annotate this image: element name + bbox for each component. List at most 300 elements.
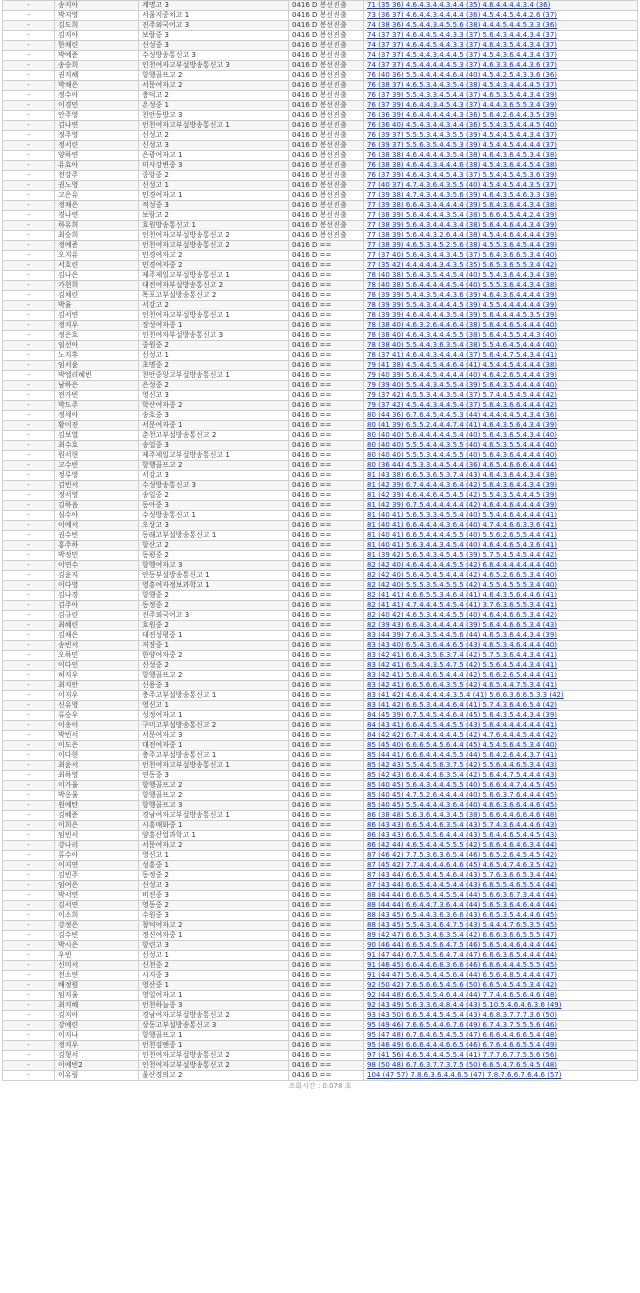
score-detail-link[interactable]: 83 (41 42) 4.6.4.4.4.4.4.3.5.4 (41) 5.6.6.3.6.6.5.3.3 (42)	[367, 691, 564, 699]
table-row	[3, 371, 638, 381]
rank-cell: -	[3, 751, 55, 761]
round-status: 0416 D ==	[289, 1031, 364, 1041]
table-row	[3, 241, 638, 251]
score-detail-link[interactable]: 76 (38 37) 4.6.5.3.4.4.3.5.4 (38) 4.5.4.3.4.4.4.4.5 (37)	[367, 81, 558, 89]
score-detail-link[interactable]: 90 (46 44) 6.6.5.4.5.6.4.7.5 (46) 5.6.5.4.4.6.4.4.4 (44)	[367, 941, 558, 949]
score-detail-link[interactable]: 83 (43 40) 6.5.4.3.6.4.4.6.5 (43) 4.6.5.3.4.6.4.4.4 (40)	[367, 641, 558, 649]
player-name: 심수아	[55, 511, 139, 521]
score-detail-link[interactable]: 81 (40 41) 6.6.4.4.4.4.3.6.4 (40) 4.7.4.4.6.6.3.3.6 (41)	[367, 521, 558, 529]
table-row	[3, 51, 638, 61]
school-name: 항행골프고 3	[139, 801, 289, 811]
player-name: 최지안	[55, 681, 139, 691]
score-detail-link[interactable]: 92 (50 42) 7.6.5.6.6.5.4.5.6 (50) 6.6.5.4.5.4.5.3.4 (42)	[367, 981, 558, 989]
rank-cell: -	[3, 1071, 55, 1081]
round-status: 0416 D ==	[289, 571, 364, 581]
score-detail-link[interactable]: 77 (39 38) 6.6.4.3.4.4.4.4.4 (39) 5.6.4.3.6.4.4.3.4 (38)	[367, 201, 558, 209]
score-detail-link[interactable]: 88 (43 45) 5.5.4.3.4.6.4.7.5 (43) 5.4.4.4.7.6.5.3.5 (45)	[367, 921, 558, 929]
player-name: 가현희	[55, 281, 139, 291]
score-detail-link[interactable]: 77 (38 39) 5.6.4.3.4.4.4.3.4 (38) 5.6.4.4.6.4.4.3.4 (39)	[367, 221, 558, 229]
score-detail-link[interactable]: 77 (39 38) 4.7.4.3.4.4.3.5.6 (39) 4.6.4.3.5.4.6.3.3 (38)	[367, 191, 558, 199]
score-detail-link[interactable]: 91 (44 47) 5.6.4.5.4.4.5.6.4 (44) 6.5.6.4.8.5.4.4.4 (47)	[367, 971, 558, 979]
score-detail-link[interactable]: 80 (36 44) 4.5.3.3.4.4.5.4.4 (36) 4.6.5.4.6.6.6.4.4 (44)	[367, 461, 558, 469]
rank-cell: -	[3, 921, 55, 931]
table-row	[3, 111, 638, 121]
round-status: 0416 D ==	[289, 401, 364, 411]
rank-cell: -	[3, 201, 55, 211]
score-detail-link[interactable]: 82 (40 42) 4.6.5.3.4.4.4.5.5 (40) 4.6.4.4.6.6.5.3.4 (42)	[367, 611, 558, 619]
round-status: 0416 D ==	[289, 1001, 364, 1011]
school-name: 동래고부설방송통신고 1	[139, 531, 289, 541]
round-status: 0416 D ==	[289, 271, 364, 281]
score-detail-link[interactable]: 85 (45 40) 6.6.6.5.4.5.6.4.4 (45) 4.5.4.5.6.4.5.3.4 (40)	[367, 741, 558, 749]
score-detail-link[interactable]: 81 (42 39) 6.7.4.4.4.4.3.6.4 (42) 5.6.4.3.6.4.4.3.4 (39)	[367, 481, 558, 489]
round-status: 0416 D ==	[289, 481, 364, 491]
score-detail-link[interactable]: 88 (44 44) 6.6.4.4.7.3.6.4.4 (44) 5.6.5.3.6.4.6.4.4 (44)	[367, 901, 558, 909]
score-detail-link[interactable]: 74 (37 37) 4.5.4.4.3.4.4.4.5 (37) 4.5.4.3.6.4.4.3.4 (37)	[367, 51, 558, 59]
round-status: 0416 D ==	[289, 251, 364, 261]
score-detail-link[interactable]: 74 (37 37) 4.5.4.4.4.4.4.5.3 (37) 4.6.3.3.6.4.4.3.6 (37)	[367, 61, 558, 69]
score-cell	[364, 321, 638, 331]
table-row	[3, 21, 638, 31]
score-detail-link[interactable]: 89 (42 47) 6.6.5.3.4.6.3.5.4 (42) 6.6.6.3.6.6.5.5.5 (47)	[367, 931, 558, 939]
player-name: 김하음	[55, 501, 139, 511]
score-cell	[364, 171, 638, 181]
round-status: 0416 D ==	[289, 741, 364, 751]
score-detail-link[interactable]: 86 (38 48) 5.6.3.6.4.4.3.4.5 (38) 5.6.6.4.4.6.6.4.6 (48)	[367, 811, 558, 819]
score-cell	[364, 231, 638, 241]
score-detail-link[interactable]: 83 (42 41) 6.6.5.6.6.4.3.5.5 (42) 4.6.5.4.4.7.5.3.4 (41)	[367, 681, 558, 689]
round-status: 0416 D 봉선진출	[289, 61, 364, 71]
player-name: 원예탄	[55, 801, 139, 811]
score-detail-link[interactable]: 85 (40 45) 5.6.4.3.4.4.4.5.5 (40) 5.6.6.4.4.7.4.4.5 (45)	[367, 781, 558, 789]
player-name: 고은유	[55, 191, 139, 201]
score-detail-link[interactable]: 77 (37 40) 5.6.4.3.4.4.3.4.5 (37) 5.6.4.3.6.6.5.3.4 (40)	[367, 251, 558, 259]
score-cell	[364, 41, 638, 51]
score-detail-link[interactable]: 74 (37 37) 4.6.4.4.5.4.4.3.3 (37) 4.6.4.3.5.4.4.3.4 (37)	[367, 41, 558, 49]
score-detail-link[interactable]: 82 (39 43) 6.6.4.3.4.4.4.4.4 (39) 5.6.4.4.6.6.5.3.4 (43)	[367, 621, 558, 629]
school-name: 항행골프고 2	[139, 671, 289, 681]
rank-cell: -	[3, 321, 55, 331]
score-detail-link[interactable]: 78 (38 40) 4.6.4.3.4.4.4.5.5 (38) 5.6.4.4.5.5.4.4.3 (40)	[367, 331, 558, 339]
school-name: 미사강변중 3	[139, 161, 289, 171]
score-cell	[364, 61, 638, 71]
score-detail-link[interactable]: 82 (42 40) 4.6.4.4.4.4.4.5.5 (42) 6.6.4.4.4.4.4.4.4 (40)	[367, 561, 558, 569]
school-name: 영동중 2	[139, 901, 289, 911]
rank-cell: -	[3, 391, 55, 401]
score-detail-link[interactable]: 76 (37 39) 5.5.4.3.3.4.5.4.4 (37) 4.6.5.3.5.4.4.3.4 (39)	[367, 91, 558, 99]
score-detail-link[interactable]: 81 (40 41) 5.6.3.4.4.3.4.5.4 (40) 4.6.4.4.6.5.4.3.6 (41)	[367, 541, 558, 549]
score-detail-link[interactable]: 81 (40 41) 6.6.5.4.4.4.4.5.5 (40) 5.5.6.2.6.5.5.4.4 (41)	[367, 531, 558, 539]
school-name: 성흥중 1	[139, 861, 289, 871]
school-name: 보람고 2	[139, 211, 289, 221]
score-detail-link[interactable]: 83 (42 41) 6.5.4.4.3.5.4.7.5 (42) 5.5.6.4.5.4.4.3.4 (41)	[367, 661, 558, 669]
rank-cell: -	[3, 41, 55, 51]
score-detail-link[interactable]: 91 (47 44) 6.7.5.4.5.6.4.7.4 (47) 6.6.6.3.6.5.4.4.4 (44)	[367, 951, 558, 959]
score-detail-link[interactable]: 81 (39 42) 5.6.5.4.3.4.5.4.5 (39) 5.7.5.4.5.4.5.4.4 (42)	[367, 551, 558, 559]
round-status: 0416 D ==	[289, 381, 364, 391]
school-name: 항행골프고 2	[139, 791, 289, 801]
round-status: 0416 D ==	[289, 431, 364, 441]
round-status: 0416 D 봉선진출	[289, 91, 364, 101]
school-name: 목포고부설방송통신고 2	[139, 291, 289, 301]
school-name: 성정여자고 1	[139, 711, 289, 721]
round-status: 0416 D ==	[289, 981, 364, 991]
player-name: 오지유	[55, 251, 139, 261]
score-detail-link[interactable]: 78 (39 39) 4.6.4.4.4.4.3.5.4 (39) 5.6.4.4.4.4.5.3.5 (39)	[367, 311, 558, 319]
school-name: 울산경의고 2	[139, 1071, 289, 1081]
school-name: 천안동방고 3	[139, 111, 289, 121]
score-cell	[364, 181, 638, 191]
score-detail-link[interactable]: 85 (40 45) 4.7.5.2.6.4.4.4.4 (40) 5.6.6.3.7.6.4.4.4 (45)	[367, 791, 558, 799]
results-table	[2, 0, 638, 1081]
player-name: 이예빈2	[55, 1061, 139, 1071]
score-detail-link[interactable]: 84 (45 39) 6.7.5.4.5.4.4.6.4 (45) 5.6.4.3.5.4.4.3.4 (39)	[367, 711, 558, 719]
score-cell	[364, 741, 638, 751]
player-name: 김채린	[55, 291, 139, 301]
round-status: 0416 D 봉선진출	[289, 121, 364, 131]
player-name: 정서영	[55, 491, 139, 501]
player-name: 정주영	[55, 131, 139, 141]
table-row	[3, 491, 638, 501]
score-cell	[364, 791, 638, 801]
rank-cell: -	[3, 991, 55, 1001]
score-detail-link[interactable]: 87 (43 44) 6.6.5.4.4.5.4.6.4 (43) 5.7.6.3.6.6.5.3.4 (44)	[367, 871, 558, 879]
rank-cell: -	[3, 541, 55, 551]
table-row	[3, 711, 638, 721]
table-row	[3, 581, 638, 591]
school-name: 민경여자고 1	[139, 191, 289, 201]
rank-cell: -	[3, 1, 55, 11]
rank-cell: -	[3, 1041, 55, 1051]
score-detail-link[interactable]: 87 (45 42) 7.7.4.4.4.4.6.4.6 (45) 4.6.5.4.7.4.6.3.5 (42)	[367, 861, 558, 869]
player-name: 최하영	[55, 771, 139, 781]
score-detail-link[interactable]: 98 (50 48) 6.7.6.3.7.7.3.7.5 (50) 6.6.5.4.7.6.5.4.5 (48)	[367, 1061, 558, 1069]
score-detail-link[interactable]: 85 (40 45) 5.5.4.4.4.4.3.6.4 (40) 4.6.6.3.6.6.4.4.6 (45)	[367, 801, 558, 809]
score-cell	[364, 421, 638, 431]
score-cell	[364, 921, 638, 931]
round-status: 0416 D ==	[289, 871, 364, 881]
score-cell	[364, 1061, 638, 1071]
score-detail-link[interactable]: 77 (38 39) 5.6.4.4.4.4.3.5.4 (38) 5.6.6.4.5.4.4.2.4 (39)	[367, 211, 558, 219]
rank-cell: -	[3, 451, 55, 461]
table-row	[3, 961, 638, 971]
score-detail-link[interactable]: 87 (46 42) 7.7.5.3.6.3.6.5.4 (46) 5.6.5.2.6.4.5.4.5 (42)	[367, 851, 558, 859]
score-detail-link[interactable]: 83 (42 41) 6.6.4.3.5.6.3.7.4 (42) 5.7.5.3.6.4.4.3.4 (41)	[367, 651, 558, 659]
score-detail-link[interactable]: 73 (36 37) 4.6.4.4.3.4.4.4.4 (36) 4.5.4.4.5.4.4.2.6 (37)	[367, 11, 558, 19]
table-row	[3, 571, 638, 581]
score-detail-link[interactable]: 95 (46 49) 6.6.6.4.4.4.6.6.5 (46) 6.7.6.4.6.6.5.5.4 (49)	[367, 1041, 558, 1049]
school-name: 동정중 2	[139, 601, 289, 611]
score-cell	[364, 831, 638, 841]
score-detail-link[interactable]: 97 (41 56) 4.6.5.4.4.4.5.5.4 (41) 7.7.7.6.7.7.5.5.6 (56)	[367, 1051, 558, 1059]
rank-cell: -	[3, 911, 55, 921]
table-row	[3, 331, 638, 341]
score-detail-link[interactable]: 82 (42 40) 5.6.4.5.4.5.4.4.4 (42) 4.6.5.2.6.6.5.3.4 (40)	[367, 571, 558, 579]
school-name: 영일여자고 1	[139, 991, 289, 1001]
score-detail-link[interactable]: 76 (37 39) 4.6.4.4.3.4.5.4.3 (37) 4.4.4.3.6.5.5.3.4 (39)	[367, 101, 558, 109]
score-detail-link[interactable]: 81 (42 39) 4.6.4.4.6.4.5.4.5 (42) 5.5.4.3.5.4.4.4.5 (39)	[367, 491, 558, 499]
player-name: 정예준	[55, 241, 139, 251]
school-name: 서문여자고 2	[139, 81, 289, 91]
score-detail-link[interactable]: 77 (40 37) 4.7.4.3.6.4.3.5.5 (40) 4.5.4.4.5.4.4.3.5 (37)	[367, 181, 558, 189]
score-cell	[364, 261, 638, 271]
round-status: 0416 D 봉선진출	[289, 191, 364, 201]
round-status: 0416 D 봉선진출	[289, 221, 364, 231]
player-name: 김지아	[55, 1011, 139, 1021]
table-row	[3, 821, 638, 831]
player-name: 황이진	[55, 421, 139, 431]
player-name: 허지우	[55, 671, 139, 681]
round-status: 0416 D ==	[289, 791, 364, 801]
score-detail-link[interactable]: 78 (39 39) 5.5.4.3.4.4.4.4.5 (39) 4.5.5.4.4.4.4.4.4 (39)	[367, 301, 558, 309]
score-detail-link[interactable]: 80 (41 39) 6.5.5.2.4.4.4.7.4 (41) 4.6.4.3.5.6.4.3.4 (39)	[367, 421, 558, 429]
score-detail-link[interactable]: 91 (46 45) 6.6.4.4.6.6.3.6.6 (46) 6.6.6.4.4.4.5.5.5 (45)	[367, 961, 558, 969]
score-detail-link[interactable]: 80 (40 40) 5.5.5.3.4.4.4.5.5 (40) 5.6.4.3.6.4.4.4.4 (40)	[367, 451, 558, 459]
table-row	[3, 411, 638, 421]
rank-cell: -	[3, 1021, 55, 1031]
school-name: 인천여자고부설방송통신고 2	[139, 1051, 289, 1061]
round-status: 0416 D ==	[289, 581, 364, 591]
rank-cell: -	[3, 431, 55, 441]
school-name: 항린고 3	[139, 941, 289, 951]
score-detail-link[interactable]: 83 (41 42) 6.6.5.3.4.4.4.6.4 (41) 5.7.4.3.6.4.6.5.4 (42)	[367, 701, 558, 709]
score-detail-link[interactable]: 71 (35 36) 4.6.4.3.4.4.3.4.4 (35) 4.6.4.4.4.4.3.4 (36)	[367, 1, 551, 9]
rank-cell: -	[3, 1001, 55, 1011]
score-detail-link[interactable]: 74 (37 37) 4.6.4.4.5.4.4.3.3 (37) 5.6.4.3.4.4.4.3.4 (37)	[367, 31, 558, 39]
score-cell	[364, 701, 638, 711]
score-detail-link[interactable]: 77 (38 39) 5.6.4.4.3.2.6.4.4 (38) 4.5.4.4.6.4.4.4.4 (39)	[367, 231, 558, 239]
round-status: 0416 D ==	[289, 961, 364, 971]
score-detail-link[interactable]: 76 (38 38) 4.6.4.4.3.4.4.4.6 (38) 4.5.4.3.6.4.4.5.4 (38)	[367, 161, 558, 169]
rank-cell: -	[3, 441, 55, 451]
rank-cell: -	[3, 711, 55, 721]
school-name: 신성중 2	[139, 661, 289, 671]
score-cell	[364, 281, 638, 291]
score-detail-link[interactable]: 93 (43 50) 6.6.5.4.4.5.4.5.4 (43) 4.6.8.3.7.7.7.3.6 (50)	[367, 1011, 558, 1019]
rank-cell: -	[3, 141, 55, 151]
player-name: 김채은	[55, 631, 139, 641]
player-name: 김서연	[55, 311, 139, 321]
score-detail-link[interactable]: 104 (47 57) 7.8.6.3.6.4.4.6.5 (47) 7.8.7.6.6.7.6.4.6 (57)	[367, 1071, 562, 1079]
score-detail-link[interactable]: 83 (42 41) 5.6.4.4.6.5.4.4.4 (42) 5.6.6.2.6.5.4.4.4 (41)	[367, 671, 558, 679]
score-detail-link[interactable]: 92 (44 48) 6.6.5.4.5.4.6.4.4 (44) 7.7.4.4.6.5.6.4.6 (48)	[367, 991, 558, 999]
score-detail-link[interactable]: 78 (39 39) 5.4.4.3.5.4.4.3.6 (39) 4.6.4.3.6.4.4.4.4 (39)	[367, 291, 558, 299]
score-detail-link[interactable]: 78 (40 38) 5.6.4.3.5.4.4.5.4 (40) 5.5.4.3.6.4.4.3.4 (38)	[367, 271, 558, 279]
rank-cell: -	[3, 1031, 55, 1041]
score-detail-link[interactable]: 82 (42 40) 5.5.5.3.5.4.5.5.5 (42) 4.5.5.4.5.5.5.3.4 (40)	[367, 581, 558, 589]
score-detail-link[interactable]: 85 (42 43) 6.6.4.4.4.6.3.5.4 (42) 5.6.4.4.7.5.4.4.4 (43)	[367, 771, 558, 779]
score-detail-link[interactable]: 95 (49 46) 7.6.6.5.4.4.6.7.6 (49) 6.7.4.3.7.5.5.5.6 (46)	[367, 1021, 558, 1029]
score-detail-link[interactable]: 78 (37 41) 4.6.4.4.3.4.4.4.4 (37) 5.6.4.4.7.5.4.3.4 (41)	[367, 351, 558, 359]
table-row	[3, 301, 638, 311]
rank-cell: -	[3, 931, 55, 941]
score-cell	[364, 1001, 638, 1011]
player-name: 박도주	[55, 401, 139, 411]
score-cell	[364, 11, 638, 21]
player-name: 권노영	[55, 181, 139, 191]
table-row	[3, 341, 638, 351]
score-cell	[364, 1, 638, 11]
rank-cell: -	[3, 491, 55, 501]
results-body	[3, 1, 638, 1081]
table-row	[3, 901, 638, 911]
table-row	[3, 431, 638, 441]
score-cell	[364, 111, 638, 121]
score-detail-link[interactable]: 86 (43 43) 6.6.5.4.5.6.4.4.4 (43) 5.6.4.4.6.5.4.4.5 (43)	[367, 831, 558, 839]
score-cell	[364, 311, 638, 321]
score-detail-link[interactable]: 84 (42 42) 6.7.4.4.4.4.4.4.5 (42) 4.7.6.4.4.4.5.4.4 (42)	[367, 731, 558, 739]
score-detail-link[interactable]: 79 (40 39) 5.6.4.4.5.4.4.4.4 (40) 4.6.4.2.6.5.4.4.4 (39)	[367, 371, 558, 379]
score-detail-link[interactable]: 76 (38 38) 4.6.4.4.4.4.3.5.4 (38) 4.6.4.3.6.4.5.3.4 (38)	[367, 151, 558, 159]
score-detail-link[interactable]: 82 (41 41) 4.6.6.5.5.3.4.6.4 (41) 4.6.4.3.5.6.4.4.6 (41)	[367, 591, 558, 599]
score-detail-link[interactable]: 77 (35 42) 4.4.4.4.4.3.4.3.5 (35) 5.6.5.3.6.5.5.3.4 (42)	[367, 261, 558, 269]
player-name: 신유영	[55, 701, 139, 711]
player-name: 경나연	[55, 211, 139, 221]
school-name: 충덕고 2	[139, 91, 289, 101]
score-detail-link[interactable]: 79 (39 40) 5.5.4.4.3.4.5.5.4 (39) 5.6.4.3.5.4.4.4.4 (40)	[367, 381, 558, 389]
school-name: 중원중 2	[139, 341, 289, 351]
score-detail-link[interactable]: 88 (44 44) 6.6.6.5.4.4.5.5.4 (44) 5.6.6.3.6.7.3.4.4 (44)	[367, 891, 558, 899]
table-row	[3, 261, 638, 271]
score-detail-link[interactable]: 81 (42 39) 6.7.5.4.4.4.4.4.4 (42) 4.6.4.4.6.4.4.4.4 (39)	[367, 501, 558, 509]
score-detail-link[interactable]: 80 (44 36) 6.7.6.4.5.4.4.5.3 (44) 4.4.4.4.4.5.4.3.4 (36)	[367, 411, 558, 419]
player-name: 김빈서	[55, 481, 139, 491]
score-detail-link[interactable]: 78 (40 38) 5.6.4.4.4.4.4.5.4 (40) 5.5.5.3.6.4.4.3.4 (38)	[367, 281, 558, 289]
round-status: 0416 D ==	[289, 1071, 364, 1081]
score-detail-link[interactable]: 84 (43 41) 6.6.4.4.5.4.4.5.5 (43) 5.6.4.4.4.4.4.4.4 (41)	[367, 721, 558, 729]
round-status: 0416 D ==	[289, 841, 364, 851]
score-detail-link[interactable]: 81 (43 38) 6.6.5.3.6.5.3.7.4 (43) 4.6.4.3.6.4.4.3.4 (38)	[367, 471, 558, 479]
player-name: 강정은	[55, 921, 139, 931]
score-detail-link[interactable]: 88 (43 45) 6.5.4.4.3.6.3.6.6 (43) 6.6.5.3.5.4.4.4.6 (45)	[367, 911, 558, 919]
score-detail-link[interactable]: 92 (43 49) 5.6.3.3.6.4.8.4.4 (43) 5.10.5.4.6.4.6.3.6 (49)	[367, 1001, 562, 1009]
score-detail-link[interactable]: 85 (44 41) 6.6.6.4.4.4.4.5.5 (44) 5.6.4.2.6.4.4.3.7 (41)	[367, 751, 558, 759]
score-cell	[364, 371, 638, 381]
score-cell	[364, 991, 638, 1001]
score-cell	[364, 31, 638, 41]
score-detail-link[interactable]: 76 (39 37) 5.5.5.3.4.4.3.5.5 (39) 4.5.4.4.5.4.4.3.4 (37)	[367, 131, 558, 139]
school-name: 신성중 3	[139, 41, 289, 51]
rank-cell: -	[3, 811, 55, 821]
school-name: 충주고부설방송통신고 1	[139, 691, 289, 701]
player-name: 김수빈	[55, 931, 139, 941]
school-name: 호원중 2	[139, 621, 289, 631]
table-row	[3, 31, 638, 41]
rank-cell: -	[3, 641, 55, 651]
round-status: 0416 D ==	[289, 861, 364, 871]
score-cell	[364, 411, 638, 421]
score-cell	[364, 561, 638, 571]
query-time: 조회시간 : 0.078 초	[288, 1082, 352, 1090]
score-detail-link[interactable]: 76 (36 40) 4.5.4.3.4.4.3.4.4 (36) 5.5.4.3.5.4.4.4.5 (40)	[367, 121, 558, 129]
table-row	[3, 91, 638, 101]
round-status: 0416 D ==	[289, 1021, 364, 1031]
score-cell	[364, 911, 638, 921]
table-row	[3, 661, 638, 671]
school-name: 신성고 2	[139, 131, 289, 141]
score-cell	[364, 21, 638, 31]
table-row	[3, 651, 638, 661]
rank-cell: -	[3, 841, 55, 851]
round-status: 0416 D ==	[289, 241, 364, 251]
round-status: 0416 D 봉선진출	[289, 181, 364, 191]
table-row	[3, 791, 638, 801]
score-detail-link[interactable]: 82 (41 41) 4.7.4.4.4.5.4.5.4 (41) 3.7.6.3.6.5.5.3.4 (41)	[367, 601, 558, 609]
table-row	[3, 681, 638, 691]
school-name: 인천검엔중 1	[139, 1041, 289, 1051]
score-detail-link[interactable]: 79 (37 42) 4.5.4.4.3.4.4.5.4 (37) 5.6.4.3.6.6.4.4.4 (42)	[367, 401, 558, 409]
score-detail-link[interactable]: 85 (42 43) 5.5.4.4.5.6.3.7.5 (42) 5.5.6.4.4.6.5.3.4 (43)	[367, 761, 558, 769]
round-status: 0416 D ==	[289, 311, 364, 321]
school-name: 영신고 1	[139, 851, 289, 861]
table-row	[3, 321, 638, 331]
rank-cell: -	[3, 331, 55, 341]
round-status: 0416 D ==	[289, 421, 364, 431]
score-detail-link[interactable]: 78 (38 40) 5.5.4.4.3.6.3.5.4 (38) 5.5.4.6.4.5.4.4.4 (40)	[367, 341, 558, 349]
score-detail-link[interactable]: 95 (47 48) 6.7.6.4.6.5.4.5.5 (47) 6.6.6.4.4.6.6.5.4 (48)	[367, 1031, 558, 1039]
score-detail-link[interactable]: 76 (37 39) 4.6.4.3.4.4.5.4.3 (37) 5.5.4.4.5.4.5.3.6 (39)	[367, 171, 558, 179]
score-cell	[364, 881, 638, 891]
round-status: 0416 D ==	[289, 831, 364, 841]
score-detail-link[interactable]: 76 (40 36) 5.5.4.4.4.4.4.6.4 (40) 4.5.4.2.5.4.3.3.6 (36)	[367, 71, 558, 79]
school-name: 수성방송통신고 1	[139, 511, 289, 521]
school-name: 영산중 1	[139, 981, 289, 991]
rank-cell: -	[3, 881, 55, 891]
score-detail-link[interactable]: 77 (38 39) 4.6.5.3.4.5.2.5.6 (38) 4.5.5.3.6.4.5.4.4 (39)	[367, 241, 558, 249]
rank-cell: -	[3, 551, 55, 561]
rank-cell: -	[3, 241, 55, 251]
score-cell	[364, 551, 638, 561]
table-row	[3, 981, 638, 991]
score-detail-link[interactable]: 76 (39 37) 5.5.6.3.5.4.4.5.3 (39) 4.5.4.4.5.4.4.4.4 (37)	[367, 141, 558, 149]
table-row	[3, 291, 638, 301]
score-detail-link[interactable]: 74 (38 36) 4.5.4.4.3.4.5.5.6 (38) 4.4.4.5.4.4.5.3.3 (36)	[367, 21, 558, 29]
score-cell	[364, 661, 638, 671]
score-detail-link[interactable]: 81 (40 41) 5.6.5.3.3.4.5.5.4 (40) 5.5.4.4.6.4.4.4.4 (41)	[367, 511, 558, 519]
player-name: 최지혜	[55, 1001, 139, 1011]
player-name: 김규린	[55, 611, 139, 621]
school-name: 항산고 2	[139, 541, 289, 551]
table-row	[3, 351, 638, 361]
round-status: 0416 D ==	[289, 911, 364, 921]
score-detail-link[interactable]: 79 (41 38) 4.5.4.4.5.4.4.6.4 (41) 4.5.4.4.5.4.4.4.4 (38)	[367, 361, 558, 369]
school-name: 경남여자고부설방송통신고 1	[139, 811, 289, 821]
score-detail-link[interactable]: 76 (36 39) 4.6.4.4.4.4.4.4.3 (36) 5.6.4.2.6.4.4.3.5 (39)	[367, 111, 558, 119]
round-status: 0416 D ==	[289, 331, 364, 341]
score-detail-link[interactable]: 86 (42 44) 4.6.5.4.4.4.5.5.5 (42) 5.6.6.4.6.4.6.3.4 (44)	[367, 841, 558, 849]
school-name: 정신여자중 1	[139, 931, 289, 941]
score-detail-link[interactable]: 80 (40 40) 5.5.5.4.4.4.3.5.5 (40) 4.6.5.3.5.5.4.4.4 (40)	[367, 441, 558, 449]
score-detail-link[interactable]: 78 (38 40) 4.6.3.2.6.4.4.6.4 (38) 5.6.4.4.6.5.4.4.4 (40)	[367, 321, 558, 329]
player-name: 박예준	[55, 51, 139, 61]
score-cell	[364, 441, 638, 451]
rank-cell: -	[3, 611, 55, 621]
school-name: 온성중 1	[139, 101, 289, 111]
score-detail-link[interactable]: 79 (37 42) 4.5.5.3.4.4.3.5.4 (37) 5.7.4.4.5.4.5.4.4 (42)	[367, 391, 558, 399]
player-name: 김주아	[55, 601, 139, 611]
table-row	[3, 401, 638, 411]
rank-cell: -	[3, 351, 55, 361]
score-detail-link[interactable]: 83 (44 39) 7.6.4.3.5.4.4.5.6 (44) 4.6.5.3.6.4.4.3.4 (39)	[367, 631, 558, 639]
score-cell	[364, 651, 638, 661]
school-name: 한양여자중 2	[139, 651, 289, 661]
score-cell	[364, 141, 638, 151]
round-status: 0416 D ==	[289, 951, 364, 961]
player-name: 양하연	[55, 151, 139, 161]
score-detail-link[interactable]: 80 (40 40) 5.6.4.4.4.4.4.5.4 (40) 5.6.4.3.6.5.4.3.4 (40)	[367, 431, 558, 439]
score-detail-link[interactable]: 86 (43 43) 6.6.5.4.4.6.3.5.4 (43) 5.7.4.3.6.4.4.4.6 (43)	[367, 821, 558, 829]
score-detail-link[interactable]: 87 (43 44) 6.6.5.4.4.4.5.4.4 (43) 6.6.5.5.4.6.5.5.4 (44)	[367, 881, 558, 889]
